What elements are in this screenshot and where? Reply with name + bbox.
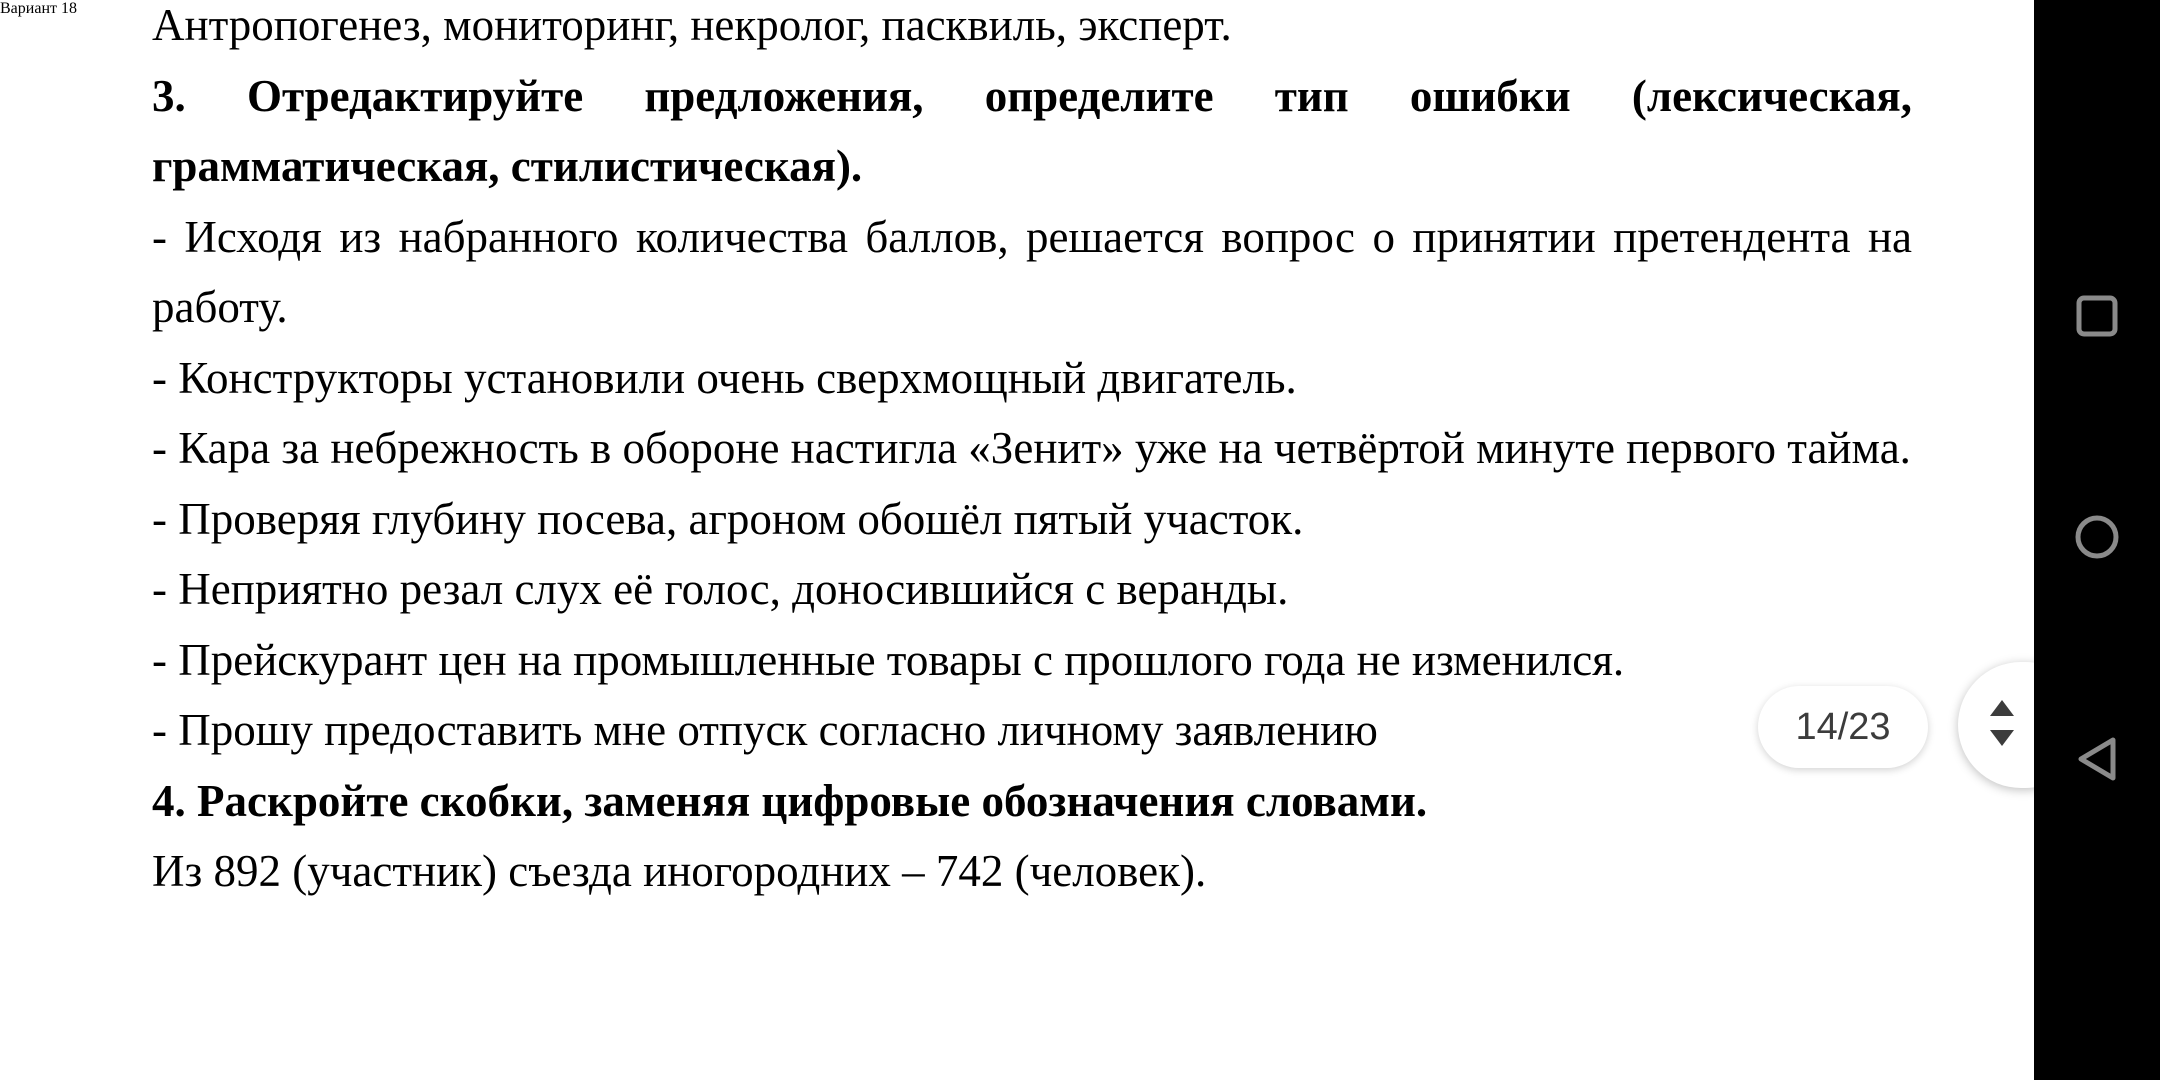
- navigation-bar: [2034, 0, 2160, 1080]
- page-indicator: [1758, 686, 1928, 768]
- paragraph: - Кара за небрежность в обороне настигла «Зенит» уже на четвёртой минуте первого тайма.: [152, 423, 1911, 473]
- paragraph: - Исходя из набранного количества баллов, решается вопрос о принятии претендента на работу.: [152, 211, 1912, 332]
- paragraph: - Конструкторы установили очень сверхмощный двигатель.: [152, 352, 1297, 403]
- paragraph: - Проверяя глубину посева, агроном обошёл пятый участок.: [152, 493, 1304, 544]
- task-heading: 4. Раскройте скобки, заменяя цифровые обозначения словами.: [152, 775, 1428, 826]
- square-icon: [2075, 294, 2119, 343]
- scroll-up-down-icon: [1988, 696, 2016, 755]
- recents-button[interactable]: [2070, 291, 2124, 345]
- task-heading: 3. Отредактируйте предложения, определите тип ошибки (лексическая, грамматическая, стилистическая).: [152, 70, 1912, 191]
- paragraph: - Прошу предоставить мне отпуск согласно личному заявлению: [152, 705, 1378, 755]
- variant-heading: Вариант 18: [0, 0, 77, 17]
- paragraph: - Неприятно резал слух её голос, доносившийся с веранды.: [152, 564, 1289, 614]
- paragraph: Из 892 (участник) съезда иногородних – 742 (человек).: [152, 846, 1207, 896]
- paragraph: - Прейскурант цен на промышленные товары с прошлого года не изменился.: [152, 634, 1625, 685]
- circle-icon: [2073, 513, 2121, 566]
- back-button[interactable]: [2070, 734, 2124, 788]
- home-button[interactable]: [2070, 512, 2124, 566]
- page-indicator-label: 14/23: [1795, 705, 1891, 748]
- triangle-back-icon: [2075, 735, 2119, 788]
- document-text: [152, 0, 1912, 907]
- paragraph: Антропогенез, мониторинг, некролог, пасквиль, эксперт.: [152, 0, 1232, 50]
